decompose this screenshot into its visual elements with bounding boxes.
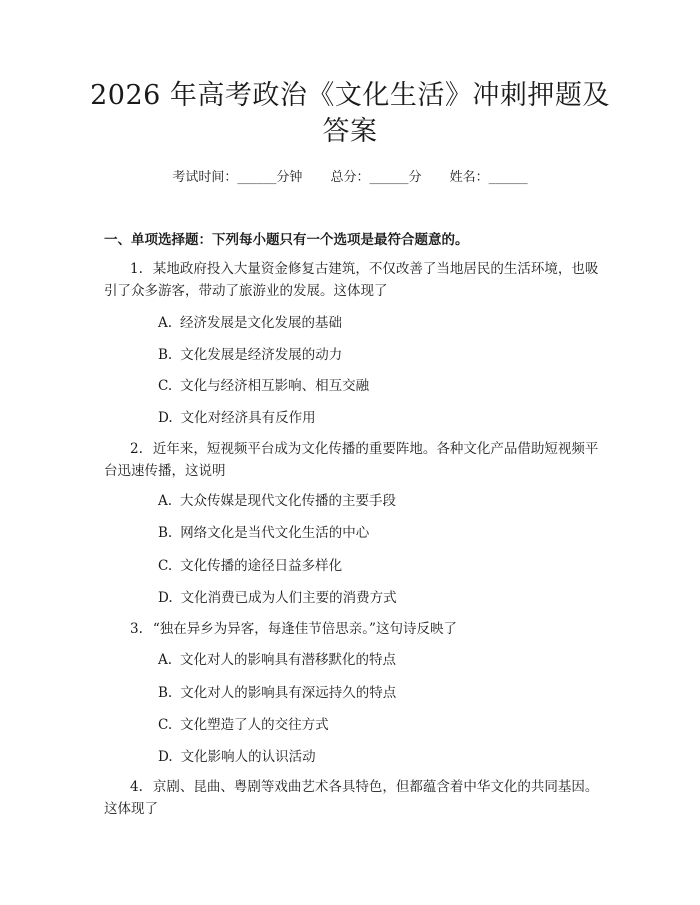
option-letter: B. xyxy=(158,525,173,541)
exam-time-field xyxy=(172,170,306,185)
question-text: 近年来，短视频平台成为文化传播的重要阵地。各种文化产品借助短视频平台迅速传播，这说明 xyxy=(104,441,599,479)
option-letter: A. xyxy=(158,652,173,668)
question-3-option-d xyxy=(158,747,316,767)
total-score-unit: 分 xyxy=(408,170,422,185)
question-2 xyxy=(104,438,604,482)
option-text: 经济发展是文化发展的基础 xyxy=(180,315,343,331)
question-3-option-c xyxy=(158,715,329,735)
option-letter: B. xyxy=(158,685,173,701)
question-3 xyxy=(104,618,604,640)
section-heading: 一、单项选择题：下列每小题只有一个选项是最符合题意的。 xyxy=(104,232,469,248)
option-letter: A. xyxy=(158,493,173,509)
option-text: 文化对人的影响具有潜移默化的特点 xyxy=(180,652,397,668)
student-name-label: 姓名： xyxy=(449,170,489,185)
question-number: 2. xyxy=(130,441,143,457)
question-1-option-a xyxy=(158,313,342,333)
option-text: 文化影响人的认识活动 xyxy=(180,749,316,765)
option-text: 文化与经济相互影响、相互交融 xyxy=(180,378,370,394)
option-text: 文化对人的影响具有深远持久的特点 xyxy=(180,685,397,701)
option-text: 文化对经济具有反作用 xyxy=(180,410,316,426)
option-letter: D. xyxy=(158,590,173,606)
question-2-option-a xyxy=(158,491,396,511)
total-score-blank: ______ xyxy=(369,170,409,185)
question-1-option-c xyxy=(158,376,369,396)
question-number: 3. xyxy=(130,621,143,637)
question-4 xyxy=(104,776,604,820)
option-letter: D. xyxy=(158,410,173,426)
option-letter: C. xyxy=(158,378,173,394)
option-letter: A. xyxy=(158,315,173,331)
question-3-option-b xyxy=(158,683,396,703)
question-2-option-c xyxy=(158,556,342,576)
total-score-field xyxy=(330,170,425,185)
question-2-option-b xyxy=(158,523,369,543)
question-text: “独在异乡为异客，每逢佳节倍思亲。”这句诗反映了 xyxy=(152,621,457,637)
question-1-option-d xyxy=(158,408,316,428)
exam-time-blank: ______ xyxy=(237,170,277,185)
option-text: 文化消费已成为人们主要的消费方式 xyxy=(180,590,397,606)
option-text: 网络文化是当代文化生活的中心 xyxy=(180,525,370,541)
option-text: 大众传媒是现代文化传播的主要手段 xyxy=(180,493,397,509)
option-text: 文化发展是经济发展的动力 xyxy=(180,347,343,363)
option-letter: C. xyxy=(158,717,173,733)
student-name-blank: ______ xyxy=(488,170,528,185)
question-2-option-d xyxy=(158,588,397,608)
option-letter: B. xyxy=(158,347,173,363)
exam-time-unit: 分钟 xyxy=(276,170,303,185)
option-letter: D. xyxy=(158,749,173,765)
question-1-option-b xyxy=(158,345,342,365)
option-text: 文化传播的途径日益多样化 xyxy=(180,558,343,574)
question-text: 某地政府投入大量资金修复古建筑，不仅改善了当地居民的生活环境，也吸引了众多游客，带动了旅游业的发展。这体现了 xyxy=(104,261,599,299)
exam-info-row xyxy=(0,168,700,188)
question-1 xyxy=(104,258,604,302)
question-number: 4. xyxy=(130,779,143,795)
option-text: 文化塑造了人的交往方式 xyxy=(180,717,329,733)
question-text: 京剧、昆曲、粤剧等戏曲艺术各具特色，但都蕴含着中华文化的共同基因。这体现了 xyxy=(104,779,599,817)
document-title: 2026 年高考政治《文化生活》冲刺押题及答案 xyxy=(90,80,610,147)
question-3-option-a xyxy=(158,650,396,670)
exam-time-label: 考试时间： xyxy=(172,170,238,185)
student-name-field xyxy=(450,170,528,185)
question-number: 1. xyxy=(130,261,143,277)
option-letter: C. xyxy=(158,558,173,574)
total-score-label: 总分： xyxy=(330,170,370,185)
